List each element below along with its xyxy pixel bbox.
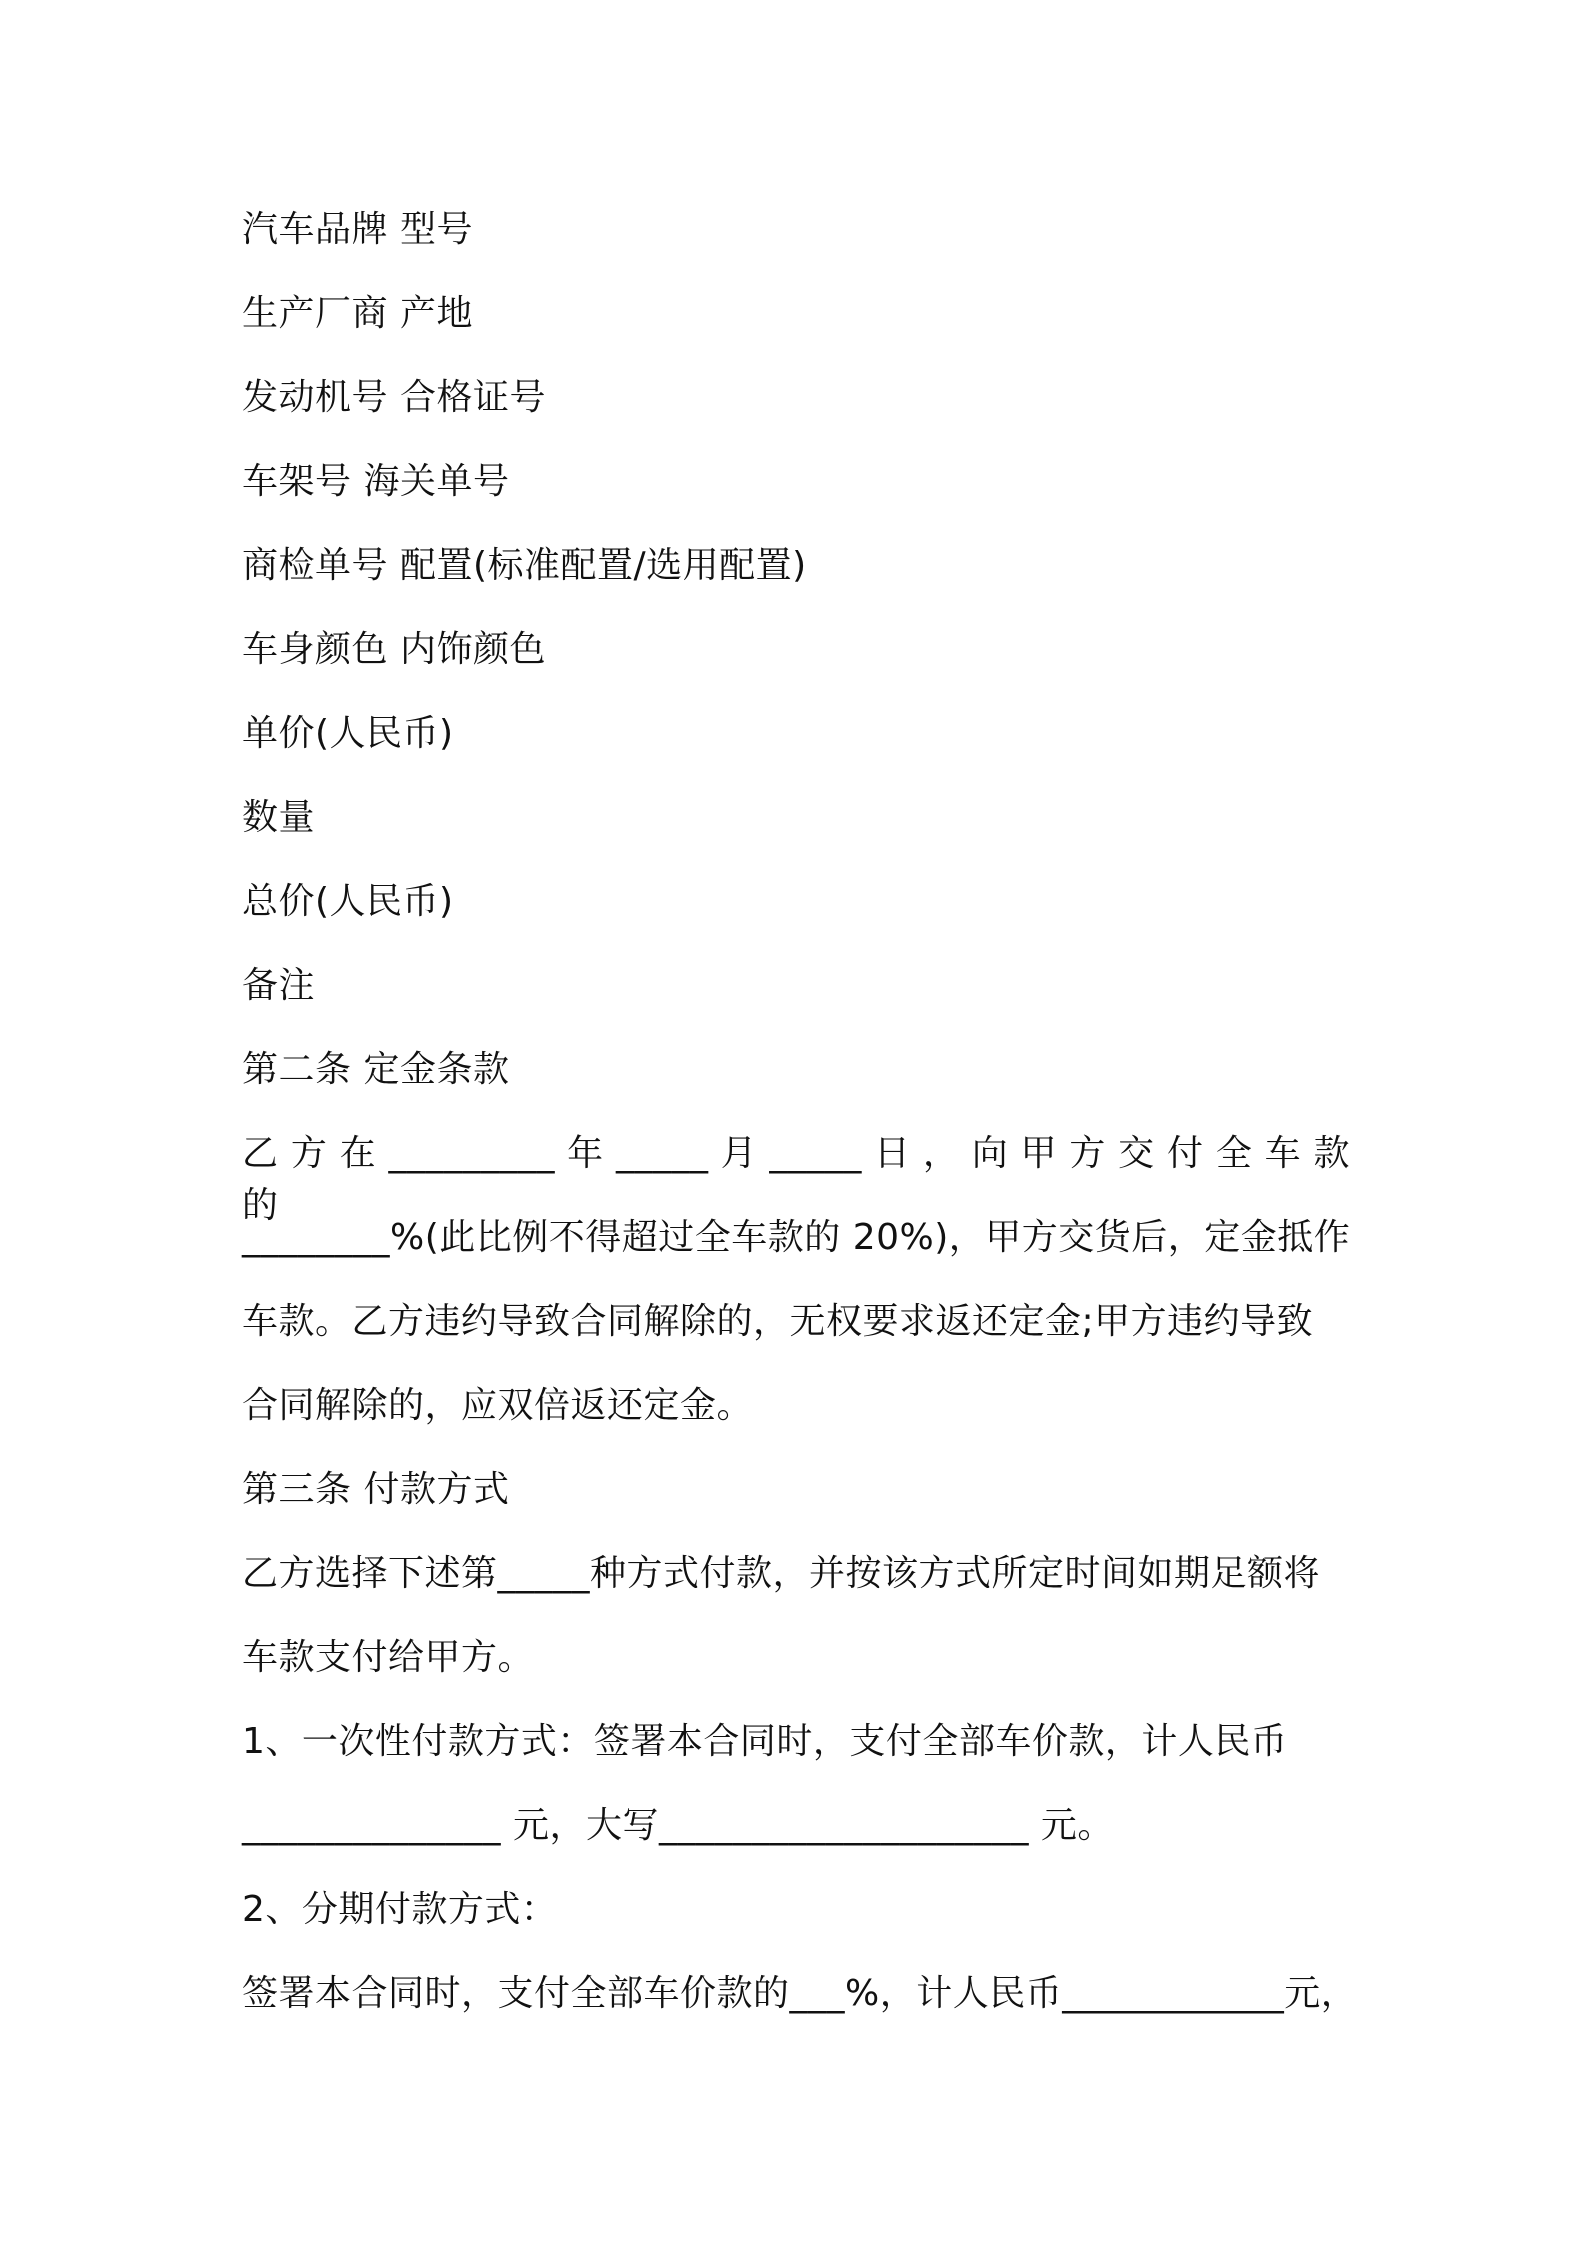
- deposit-clause-line-3: 车款。乙方违约导致合同解除的，无权要求返还定金;甲方违约导致: [242, 1301, 1314, 1342]
- deposit-clause-line-1: 乙 方 在 _________ 年 _____ 月 _____ 日 ， 向 甲 方 交 付 全 车 款 的: [242, 1133, 1350, 1226]
- deposit-clause-line-2: ________%(此比例不得超过全车款的 20%)，甲方交货后，定金抵作: [242, 1217, 1351, 1258]
- article-3-heading: 第三条 付款方式: [242, 1469, 510, 1510]
- text-line-frame-customs: 车架号 海关单号: [242, 461, 510, 502]
- text-line-engine-cert: 发动机号 合格证号: [242, 377, 546, 418]
- text-line-brand-model: 汽车品牌 型号: [242, 209, 473, 250]
- text-line-total-price: 总价(人民币): [242, 881, 454, 922]
- text-line-remarks: 备注: [242, 965, 316, 1006]
- installment-heading: 2、分期付款方式：: [242, 1889, 558, 1930]
- payment-clause-line-2: 车款支付给甲方。: [242, 1637, 535, 1678]
- lump-sum-line-2: ______________ 元，大写____________________ 元。: [242, 1805, 1114, 1846]
- text-line-manufacturer-origin: 生产厂商 产地: [242, 293, 473, 334]
- article-2-heading: 第二条 定金条款: [242, 1049, 510, 1090]
- installment-line-1: 签署本合同时，支付全部车价款的___%，计人民币____________元，: [242, 1973, 1358, 2014]
- lump-sum-line-1: 1、一次性付款方式：签署本合同时，支付全部车价款，计人民币: [242, 1721, 1288, 1762]
- text-line-colors: 车身颜色 内饰颜色: [242, 629, 546, 670]
- text-line-inspection-config: 商检单号 配置(标准配置/选用配置): [242, 545, 807, 586]
- deposit-clause-line-4: 合同解除的，应双倍返还定金。: [242, 1385, 754, 1426]
- text-line-unit-price: 单价(人民币): [242, 713, 454, 754]
- text-line-quantity: 数量: [242, 797, 316, 838]
- payment-clause-line-1: 乙方选择下述第_____种方式付款，并按该方式所定时间如期足额将: [242, 1553, 1321, 1594]
